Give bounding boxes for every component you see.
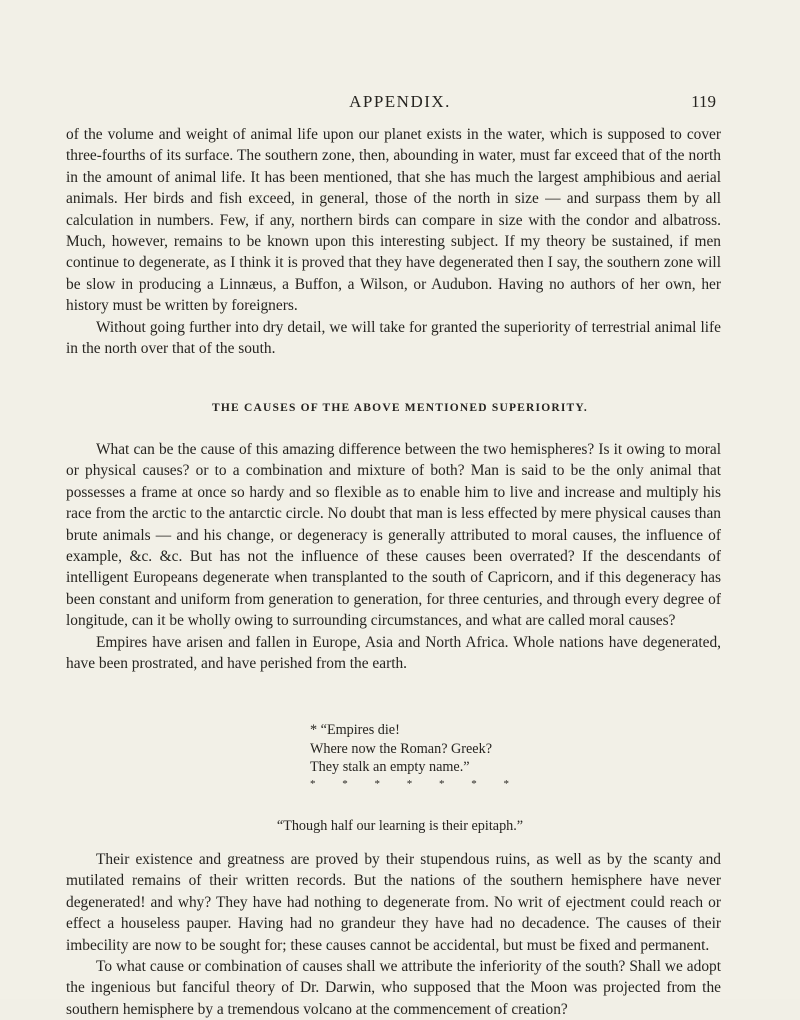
verse-quote bbox=[310, 721, 521, 791]
quote-line: * “Empires die! bbox=[310, 722, 400, 738]
text-block-middle bbox=[66, 439, 721, 674]
running-title: APPENDIX. bbox=[349, 92, 451, 111]
paragraph: What can be the cause of this amazing difference between the two hemispheres? Is it owing to moral or physical causes? or to a combination and mixture of both? Man is said to be the only animal that possesses a frame at once so hardy and so flexible as to enable him to live and increase and multiply his race from the arctic to the antarctic circle. No doubt that man is less effected by mere physical causes than brute animals — and his change, or degeneracy is generally attributed to moral causes, the influence of example, &c. &c. But has not the influence of these causes been overrated? If the descendants of intelligent Europeans degenerate when transplanted to the south of Capricorn, and if this degeneracy has been constant and uniform from generation to generation, for three centuries, and through every degree of longitude, can it be wholly owing to surrounding circumstances, and what are called moral causes? bbox=[66, 441, 721, 630]
quote-line: Where now the Roman? Greek? bbox=[310, 740, 492, 757]
text-block-bottom bbox=[66, 849, 721, 1020]
page-number: 119 bbox=[691, 92, 716, 111]
page-header bbox=[0, 88, 800, 114]
asterism: * * * * * * * bbox=[310, 777, 521, 790]
section-heading: THE CAUSES OF THE ABOVE MENTIONED SUPERIORITY. bbox=[212, 402, 588, 414]
paragraph: of the volume and weight of animal life upon our planet exists in the water, which is supposed to cover three-fourths of its surface. The southern zone, then, abounding in water, must far exceed that of the north in the amount of animal life. It has been mentioned, that she has much the largest amphibious and aerial animals. Her birds and fish exceed, in general, those of the north in size — and surpass them by all calculation in numbers. Few, if any, northern birds can compare in size with the condor and albatross. Much, however, remains to be known upon this interesting subject. If my theory be sustained, if men continue to degenerate, as I think it is proved that they have degenerated then I say, the southern zone will be slow in producing a Linnæus, a Buffon, a Wilson, or Audubon. Having no authors of her own, her history must be written by foreigners. bbox=[66, 126, 721, 315]
paragraph: To what cause or combination of causes shall we attribute the inferiority of the south? Shall we adopt the ingenious but fanciful theory of Dr. Darwin, who supposed that the Moon was projected from the southern hemisphere by a tremendous volcano at the commencement of creation? bbox=[66, 958, 721, 1018]
quote-line: They stalk an empty name.” bbox=[310, 759, 470, 775]
text-block-top bbox=[66, 124, 721, 359]
paragraph: Empires have arisen and fallen in Europe, Asia and North Africa. Whole nations have degenerated, have been prostrated, and have perished from the earth. bbox=[66, 633, 721, 673]
epitaph-quote: “Though half our learning is their epitaph.” bbox=[276, 818, 524, 834]
paragraph: Their existence and greatness are proved by their stupendous ruins, as well as by the scanty and mutilated remains of their written records. But the nations of the southern hemisphere have never degenerated! and why? They have had nothing to degenerate from. No writ of ejectment could reach or effect a houseless pauper. Having had no grandeur they have had no decadence. The causes of their imbecility are now to be sought for; these causes cannot be accidental, but must be fixed and permanent. bbox=[66, 851, 721, 954]
paragraph: Without going further into dry detail, we will take for granted the superiority of terrestrial animal life in the north over that of the south. bbox=[66, 318, 721, 358]
